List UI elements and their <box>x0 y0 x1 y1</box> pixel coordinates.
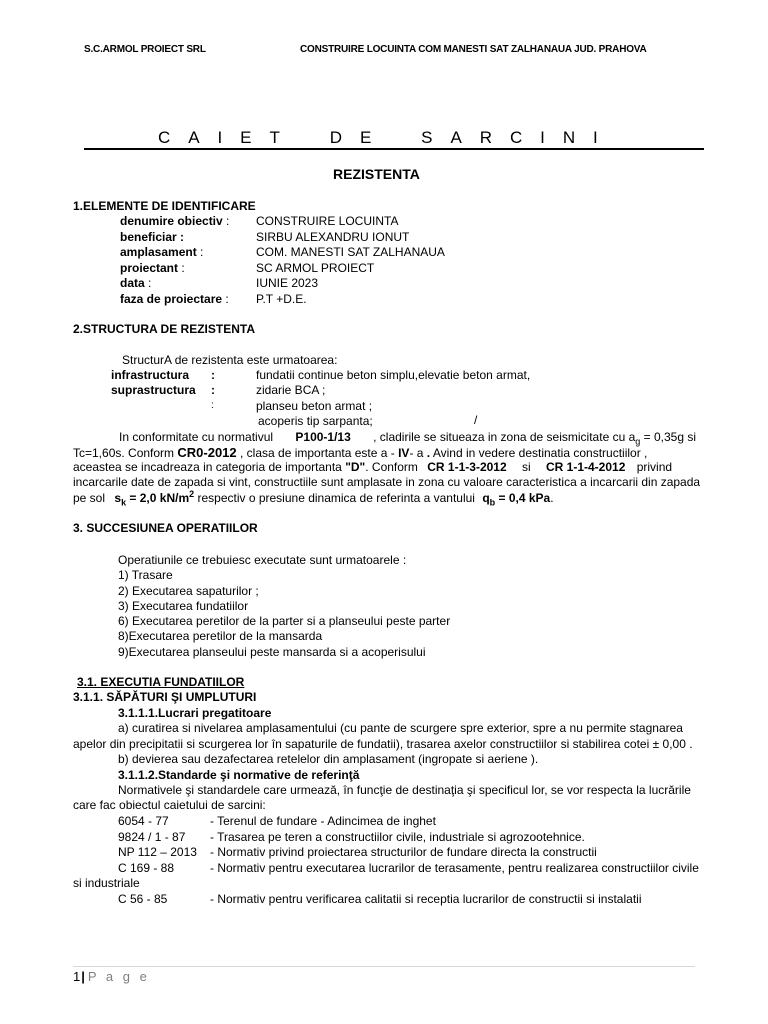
list-item: 1) Trasare <box>118 568 173 582</box>
title-letter: I <box>593 128 598 147</box>
list-item: 6) Executarea peretilor de la parter si a planseului peste parter <box>118 614 451 628</box>
standard-desc: - Normativ pentru executarea lucrarilor de terasamente, pentru realizarea constructiilor civile <box>210 861 699 875</box>
title-letter: T <box>269 128 280 147</box>
colon: : <box>211 400 214 411</box>
id-row-value: IUNIE 2023 <box>256 276 319 290</box>
id-row-value: SIRBU ALEXANDRU IONUT <box>256 230 410 244</box>
title-letter: A <box>450 128 462 147</box>
standard-desc-cont: si industriale <box>73 876 140 890</box>
paragraph-line: care fac obiectul caietului de sarcini: <box>73 798 266 812</box>
id-row-label: data : <box>120 276 152 290</box>
section1-heading: 1.ELEMENTE DE IDENTIFICARE <box>73 199 256 213</box>
id-row-label: faza de proiectare : <box>120 292 229 306</box>
standard-desc: - Trasarea pe teren a constructiilor civile, industriale si agrozootehnice. <box>210 830 585 844</box>
operations-intro: Operatiunile ce trebuiesc executate sunt urmatoarele : <box>118 553 407 567</box>
supra-value: acoperis tip sarpanta; <box>258 414 373 428</box>
title-letter: E <box>359 128 372 147</box>
page-number: 1 <box>73 969 81 984</box>
standard-desc: - Terenul de fundare - Adincimea de inghet <box>210 814 436 828</box>
title-letter: C <box>158 128 171 147</box>
id-row-value: SC ARMOL PROIECT <box>256 261 375 275</box>
supra-value: planseu beton armat ; <box>256 399 373 413</box>
supra-value: zidarie BCA ; <box>256 383 326 397</box>
supra-label: suprastructura <box>111 383 196 397</box>
title-letter: R <box>479 128 492 147</box>
list-item: 9)Executarea planseului peste mansarda si a acoperisului <box>118 645 426 659</box>
footer-divider <box>73 966 695 967</box>
section3111-heading: 3.1.1.1.Lucrari pregatitoare <box>118 706 272 720</box>
section2-heading: 2.STRUCTURA DE REZISTENTA <box>73 322 256 336</box>
id-row-value: P.T +D.E. <box>256 292 307 306</box>
paragraph-line: b) devierea sau dezafectarea retelelor din amplasament (ingropate si aeriene ). <box>118 752 539 766</box>
infra-label: infrastructura <box>111 368 190 382</box>
standard-code: C 56 - 85 <box>118 892 168 906</box>
id-row-label: amplasament : <box>120 245 204 259</box>
header-project: CONSTRUIRE LOCUINTA COM MANESTI SAT ZALHANAUA JUD. PRAHOVA <box>300 44 647 55</box>
standard-desc: - Normativ privind proiectarea structurilor de fundare directa la constructii <box>210 845 597 859</box>
paragraph-line: Normativele şi standardele care urmează, în funcţie de destinaţia şi specificul lor, se vor respecta la lucrările <box>118 783 691 797</box>
id-row-label: denumire obiectiv : <box>120 214 230 228</box>
id-row-label: beneficiar : <box>120 230 185 244</box>
title-letter: A <box>188 128 200 147</box>
list-item: 3) Executarea fundatiilor <box>118 599 249 613</box>
title-underline <box>84 148 704 150</box>
section3112-heading: 3.1.1.2.Standarde şi normative de referinţă <box>118 768 360 782</box>
page-footer <box>73 968 150 986</box>
standard-code: 9824 / 1 - 87 <box>118 830 186 844</box>
colon: : <box>211 368 215 382</box>
infra-value: fundatii continue beton simplu,elevatie beton armat, <box>256 368 531 382</box>
page-separator: | <box>81 969 85 984</box>
para-seismic-line2: Tc=1,60s. Conform CR0-2012 , clasa de importanta este a - IV- a . Avind in vedere destinatia constructiilor , <box>73 445 648 460</box>
title-letter: C <box>509 128 523 147</box>
id-row-label: proiectant : <box>120 261 185 275</box>
document-title <box>158 128 598 148</box>
header-company: S.C.ARMOL PROIECT SRL <box>84 44 206 55</box>
id-row-value: COM. MANESTI SAT ZALHANAUA <box>256 245 445 259</box>
colon: : <box>211 383 215 397</box>
paragraph-line: apelor din precipitatii si scurgerea lor în sapaturile de fundatii), trasarea axelor constructiilor si stabilirea cotei ± 0,00 . <box>73 737 693 751</box>
title-letter: D <box>329 128 342 147</box>
page-label: P a g e <box>87 969 150 984</box>
section311-heading: 3.1.1. SĂPĂTURI ŞI UMPLUTURI <box>73 690 257 704</box>
para-seismic-line4: incarcarile date de zapada si vint, constructiile sunt amplasate in zona cu valoare caracteristica a incarcarii din zapada <box>73 475 701 489</box>
list-item: 8)Executarea peretilor de la mansarda <box>118 629 323 643</box>
title-letter: S <box>421 128 433 147</box>
standard-code: NP 112 – 2013 <box>118 845 197 859</box>
para-seismic-line5: pe sol $s_k = 2,0$ $kN/m^2$ respectiv o presiune dinamica de referinta a vantului $q_b = 0,4$ kPa. <box>73 489 554 508</box>
title-letter: E <box>240 128 252 147</box>
structure-intro: StructurA de rezistenta este urmatoarea: <box>122 353 338 367</box>
standard-desc: - Normativ pentru verificarea calitatii si receptia lucrarilor de constructii si instalatii <box>210 892 642 906</box>
standard-code: 6054 - 77 <box>118 814 169 828</box>
id-row-value: CONSTRUIRE LOCUINTA <box>256 214 399 228</box>
title-letter: N <box>562 128 576 147</box>
para-seismic-line3: aceastea se incadreaza in categoria de importanta "D". Conform CR 1-1-3-2012 si CR 1-1-4-2012 privind <box>73 460 673 474</box>
section3-heading: 3. SUCCESIUNEA OPERATIILOR <box>73 521 258 535</box>
list-item: 2) Executarea sapaturilor ; <box>118 584 259 598</box>
standard-code: C 169 - 88 <box>118 861 175 875</box>
document-subtitle: REZISTENTA <box>333 166 420 182</box>
section31-heading: 3.1. EXECUTIA FUNDATIILOR <box>77 675 245 689</box>
slash-mark: / <box>474 413 478 427</box>
para-seismic-line1: In conformitate cu normativul P100-1/13 , cladirile se situeaza in zona de seismicitate cu $a_g = 0,35g$ si <box>119 430 696 447</box>
title-letter: I <box>217 128 223 147</box>
paragraph-line: a) curatirea si nivelarea amplasamentului (cu pante de scurgere spre exterior, spre a nu permite stagnarea <box>118 721 683 735</box>
title-letter: I <box>540 128 545 147</box>
